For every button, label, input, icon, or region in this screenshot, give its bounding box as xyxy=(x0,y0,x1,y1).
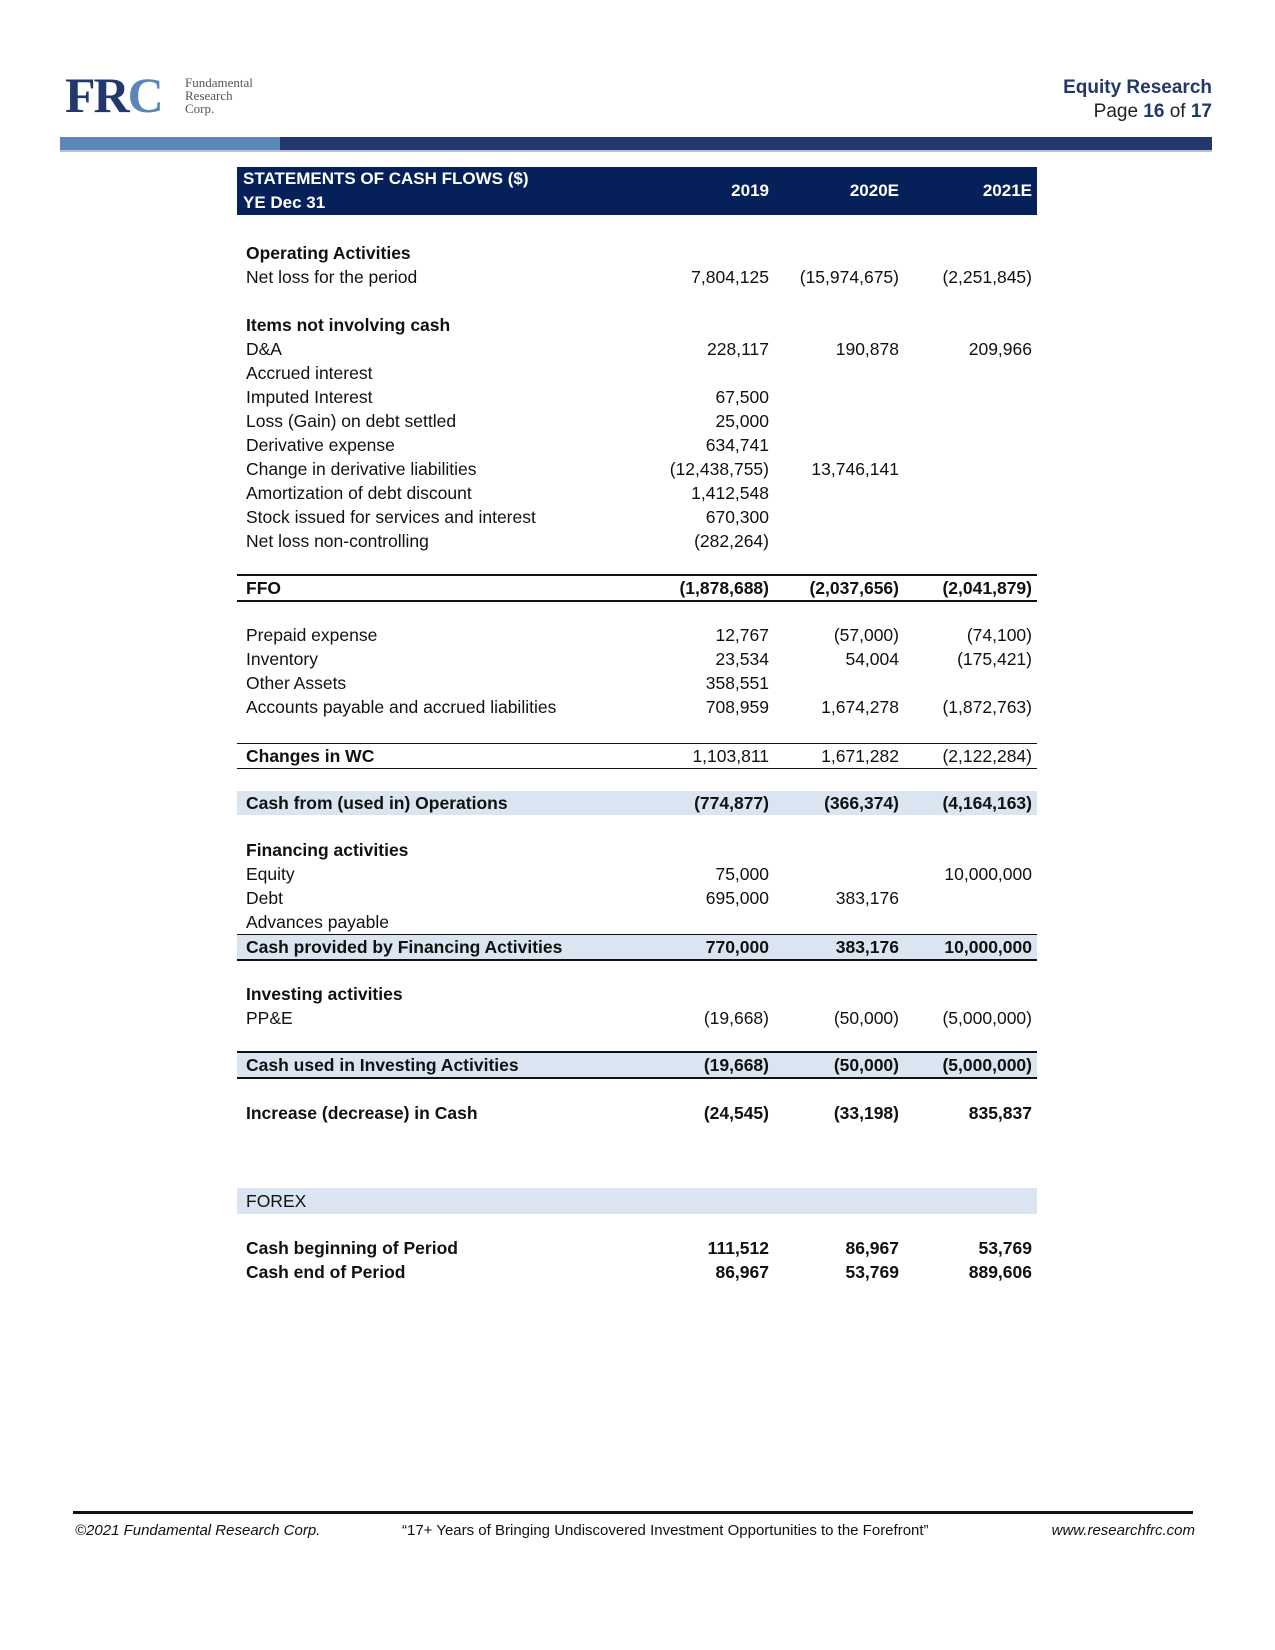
value-2021e: (5,000,000) xyxy=(942,1055,1032,1075)
row-label: D&A xyxy=(246,339,282,359)
value-2019: 695,000 xyxy=(705,888,769,908)
value-2021e: 53,769 xyxy=(978,1238,1032,1258)
row-label: FOREX xyxy=(246,1191,307,1211)
value-2019: (774,877) xyxy=(694,793,769,813)
value-2020e: 1,671,282 xyxy=(821,746,899,766)
row-label: Prepaid expense xyxy=(246,625,378,645)
page-total: 17 xyxy=(1190,101,1212,122)
value-2019: 1,412,548 xyxy=(691,483,769,503)
section-heading-investing xyxy=(237,982,1037,1006)
table-row xyxy=(237,623,1037,647)
value-2019: (282,264) xyxy=(694,531,769,551)
row-label: Loss (Gain) on debt settled xyxy=(246,411,457,431)
section-heading-items xyxy=(237,313,1037,337)
table-row xyxy=(237,862,1037,886)
value-2019: 67,500 xyxy=(715,387,769,407)
table-row xyxy=(237,910,1037,934)
value-2019: 75,000 xyxy=(715,864,769,884)
value-2019: 634,741 xyxy=(705,435,769,455)
footer-rule xyxy=(73,1511,1193,1514)
section-heading-operating xyxy=(237,241,1037,265)
row-label: Accounts payable and accrued liabilities xyxy=(246,697,557,717)
value-2019: 228,117 xyxy=(707,339,769,359)
table-row xyxy=(237,1006,1037,1030)
table-row-increase-cash xyxy=(237,1101,1037,1125)
row-label: PP&E xyxy=(246,1008,293,1028)
row-label: Accrued interest xyxy=(246,363,373,383)
table-title: STATEMENTS OF CASH FLOWS ($) xyxy=(243,169,529,188)
table-row-changes-wc xyxy=(237,743,1037,769)
value-2019: 86,967 xyxy=(715,1262,769,1282)
value-2020e: (2,037,656) xyxy=(809,578,899,598)
value-2020e: (50,000) xyxy=(833,1055,899,1075)
table-row xyxy=(237,457,1037,481)
row-label: Cash beginning of Period xyxy=(246,1238,458,1258)
table-row xyxy=(237,695,1037,719)
table-row xyxy=(237,361,1037,385)
table-row xyxy=(237,886,1037,910)
logo-mark: FRC xyxy=(65,67,162,123)
header-band-shadow xyxy=(60,150,1212,152)
header-band-accent xyxy=(60,137,280,150)
value-2021e: (2,122,284) xyxy=(942,746,1032,766)
row-label: Financing activities xyxy=(246,840,409,860)
row-label: Inventory xyxy=(246,649,318,669)
row-label: Investing activities xyxy=(246,984,403,1004)
value-2021e: (4,164,163) xyxy=(942,793,1032,813)
footer-copyright: ©2021 Fundamental Research Corp. xyxy=(75,1522,321,1539)
value-2019: (19,668) xyxy=(703,1008,769,1028)
value-2019: 25,000 xyxy=(715,411,769,431)
value-2020e: 1,674,278 xyxy=(821,697,899,717)
value-2020e: (57,000) xyxy=(833,625,899,645)
value-2020e: (33,198) xyxy=(833,1103,899,1123)
value-2021e: (1,872,763) xyxy=(942,697,1032,717)
value-2021e: (74,100) xyxy=(966,625,1032,645)
table-row xyxy=(237,505,1037,529)
table-row-cash-investing xyxy=(237,1051,1037,1079)
value-2019: (12,438,755) xyxy=(669,459,769,479)
value-2019: (19,668) xyxy=(703,1055,769,1075)
value-2020e: (366,374) xyxy=(824,793,899,813)
footer-tagline: “17+ Years of Bringing Undiscovered Investment Opportunities to the Forefront” xyxy=(402,1522,929,1539)
row-label: Stock issued for services and interest xyxy=(246,507,536,527)
row-label: Net loss for the period xyxy=(246,267,418,287)
value-2019: 670,300 xyxy=(705,507,769,527)
value-2021e: (175,421) xyxy=(957,649,1032,669)
row-label: Cash provided by Financing Activities xyxy=(246,937,563,957)
value-2021e: 209,966 xyxy=(968,339,1032,359)
table-row xyxy=(237,647,1037,671)
row-label: FFO xyxy=(246,578,281,598)
page-of: of xyxy=(1169,101,1186,122)
value-2021e: (5,000,000) xyxy=(942,1008,1032,1028)
logo-line: Corp. xyxy=(185,101,215,116)
value-2021e: 10,000,000 xyxy=(944,864,1032,884)
table-row-cash-begin xyxy=(237,1236,1037,1260)
value-2019: 358,551 xyxy=(705,673,769,693)
table-row-cash-end xyxy=(237,1260,1037,1284)
row-label: Imputed Interest xyxy=(246,387,373,407)
value-2020e: 190,878 xyxy=(835,339,899,359)
value-2020e: (50,000) xyxy=(833,1008,899,1028)
year-2020e: 2020E xyxy=(849,181,899,200)
table-row xyxy=(237,481,1037,505)
value-2021e: (2,041,879) xyxy=(942,578,1032,598)
row-label: Operating Activities xyxy=(246,243,411,263)
value-2020e: (15,974,675) xyxy=(799,267,899,287)
row-label: Advances payable xyxy=(246,912,390,932)
row-label: Cash used in Investing Activities xyxy=(246,1055,519,1075)
table-row-net-loss xyxy=(237,265,1037,289)
header-band xyxy=(280,137,1212,150)
value-2020e: 86,967 xyxy=(845,1238,899,1258)
value-2020e: 383,176 xyxy=(835,937,899,957)
table-header xyxy=(237,167,1037,215)
row-label: Cash end of Period xyxy=(246,1262,406,1282)
footer-website-link[interactable]: www.researchfrc.com xyxy=(1051,1522,1195,1539)
value-2019: 770,000 xyxy=(705,937,769,957)
value-2019: (24,545) xyxy=(703,1103,769,1123)
value-2020e: 53,769 xyxy=(845,1262,899,1282)
value-2019: 708,959 xyxy=(705,697,769,717)
table-row xyxy=(237,529,1037,553)
value-2021e: 10,000,000 xyxy=(944,937,1032,957)
table-row-forex xyxy=(237,1188,1037,1214)
table-subtitle: YE Dec 31 xyxy=(243,193,326,212)
table-row-cash-operations xyxy=(237,791,1037,815)
logo-line: Research xyxy=(185,88,233,103)
page-current: 16 xyxy=(1143,101,1165,122)
row-label: Cash from (used in) Operations xyxy=(246,793,508,813)
year-2021e: 2021E xyxy=(982,181,1032,200)
row-label: Debt xyxy=(246,888,283,908)
value-2021e: 889,606 xyxy=(968,1262,1032,1282)
page-indicator xyxy=(1063,100,1212,124)
value-2020e: 383,176 xyxy=(835,888,899,908)
logo-text xyxy=(185,76,253,115)
row-label: Increase (decrease) in Cash xyxy=(246,1103,478,1123)
doc-type: Equity Research xyxy=(1063,77,1212,98)
year-2019: 2019 xyxy=(731,181,769,200)
table-row xyxy=(237,337,1037,361)
row-label: Other Assets xyxy=(246,673,347,693)
table-row xyxy=(237,385,1037,409)
table-row xyxy=(237,671,1037,695)
value-2019: 23,534 xyxy=(715,649,769,669)
value-2019: 7,804,125 xyxy=(691,267,769,287)
value-2020e: 54,004 xyxy=(845,649,899,669)
page-prefix: Page xyxy=(1093,101,1139,122)
table-row xyxy=(237,409,1037,433)
row-label: Changes in WC xyxy=(246,746,375,766)
value-2021e: 835,837 xyxy=(968,1103,1032,1123)
row-label: Items not involving cash xyxy=(246,315,451,335)
value-2020e: 13,746,141 xyxy=(811,459,899,479)
section-heading-financing xyxy=(237,838,1037,862)
header-right xyxy=(1063,76,1212,124)
value-2019: 111,512 xyxy=(707,1238,769,1258)
table-row xyxy=(237,433,1037,457)
value-2019: (1,878,688) xyxy=(679,578,769,598)
row-label: Derivative expense xyxy=(246,435,395,455)
value-2019: 12,767 xyxy=(715,625,769,645)
table-row-ffo xyxy=(237,574,1037,602)
table-row-cash-financing xyxy=(237,934,1037,961)
row-label: Amortization of debt discount xyxy=(246,483,472,503)
logo-line: Fundamental xyxy=(185,75,253,90)
value-2019: 1,103,811 xyxy=(692,746,769,766)
row-label: Change in derivative liabilities xyxy=(246,459,477,479)
value-2021e: (2,251,845) xyxy=(942,267,1032,287)
row-label: Net loss non-controlling xyxy=(246,531,429,551)
row-label: Equity xyxy=(246,864,295,884)
